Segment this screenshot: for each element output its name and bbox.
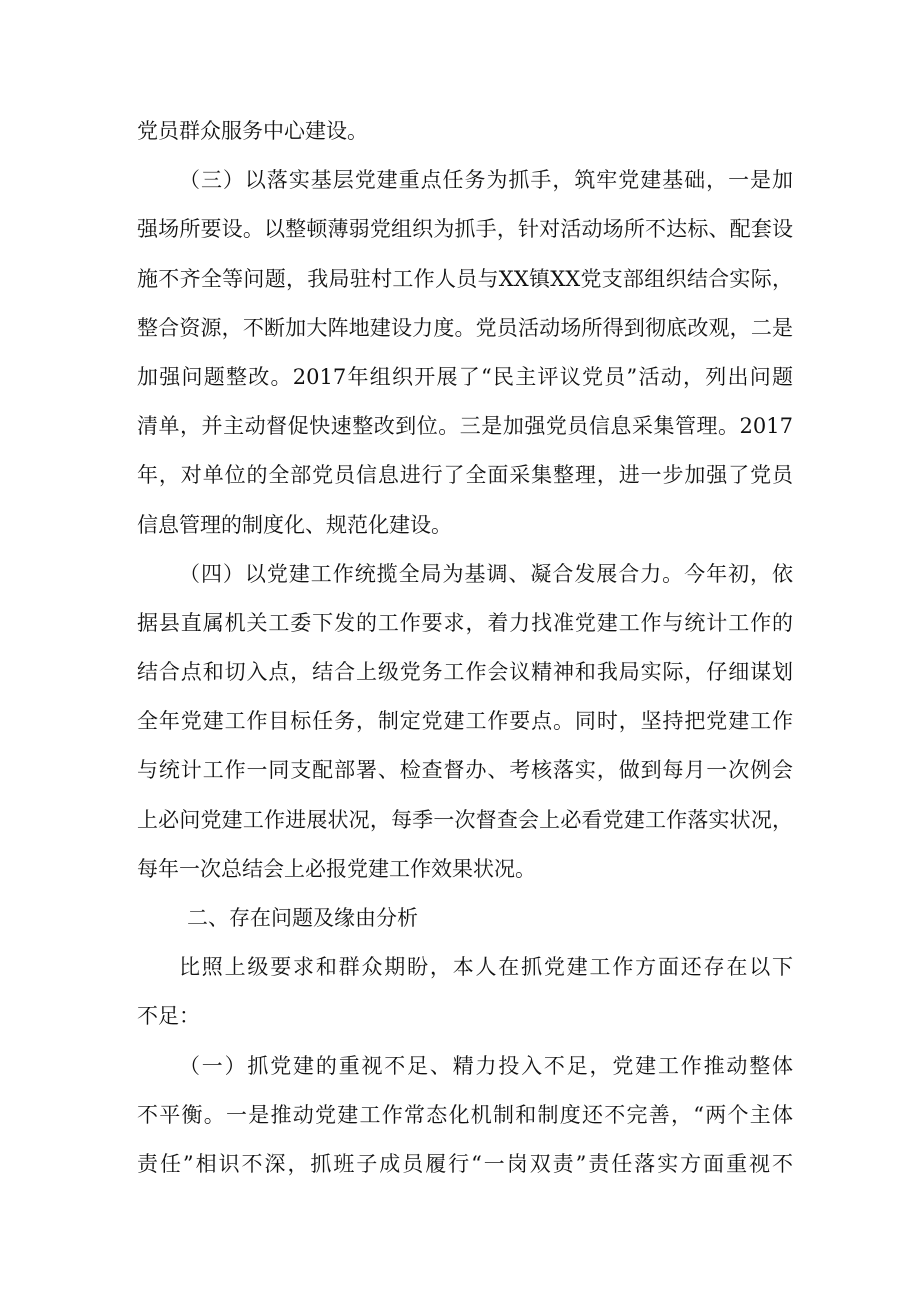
text-line: 施不齐全等问题，我局驻村工作人员与XX镇XX党支部组织结合实际， (137, 266, 793, 291)
paragraph-first-line: （一）抓党建的重视不足、精力投入不足，党建工作推动整体 (179, 1053, 793, 1078)
paragraph-first-line: （四）以党建工作统揽全局为基调、凝合发展合力。今年初，依 (179, 561, 793, 586)
text-line: 整合资源，不断加大阵地建设力度。党员活动场所得到彻底改观，二是 (137, 315, 793, 340)
paragraph-first-line: （三）以落实基层党建重点任务为抓手，筑牢党建基础，一是加 (179, 168, 793, 193)
text-line: 强场所要设。以整顿薄弱党组织为抓手，针对活动场所不达标、配套设 (137, 217, 793, 242)
text-line: 上必问党建工作进展状况，每季一次督查会上必看党建工作落实状况， (137, 807, 793, 832)
text-line: 信息管理的制度化、规范化建设。 (137, 512, 452, 537)
text-line: 结合点和切入点，结合上级党务工作会议精神和我局实际，仔细谋划 (137, 660, 793, 685)
text-line: 清单，并主动督促快速整改到位。三是加强党员信息采集管理。2017 (137, 414, 793, 439)
text-line: 不平衡。一是推动党建工作常态化机制和制度还不完善，“两个主体 (137, 1102, 793, 1127)
text-line: 全年党建工作目标任务，制定党建工作要点。同时，坚持把党建工作 (137, 709, 793, 734)
text-line: 不足： (137, 1004, 200, 1029)
section-heading: 二、存在问题及缘由分析 (187, 906, 418, 930)
text-line: 每年一次总结会上必报党建工作效果状况。 (137, 856, 536, 881)
text-line: 加强问题整改。2017年组织开展了“民主评议党员”活动，列出问题 (137, 364, 793, 389)
text-line: 与统计工作一同支配部署、检查督办、考核落实，做到每月一次例会 (137, 758, 793, 783)
document-body (137, 107, 793, 1189)
text-line: 据县直属机关工委下发的工作要求，着力找准党建工作与统计工作的 (137, 610, 793, 635)
text-line: 年，对单位的全部党员信息进行了全面采集整理，进一步加强了党员 (137, 463, 793, 488)
text-line: 责任”相识不深，抓班子成员履行“一岗双责”责任落实方面重视不 (137, 1151, 793, 1176)
paragraph-first-line: 比照上级要求和群众期盼，本人在抓党建工作方面还存在以下 (179, 955, 793, 980)
text-line: 党员群众服务中心建设。 (137, 119, 368, 143)
